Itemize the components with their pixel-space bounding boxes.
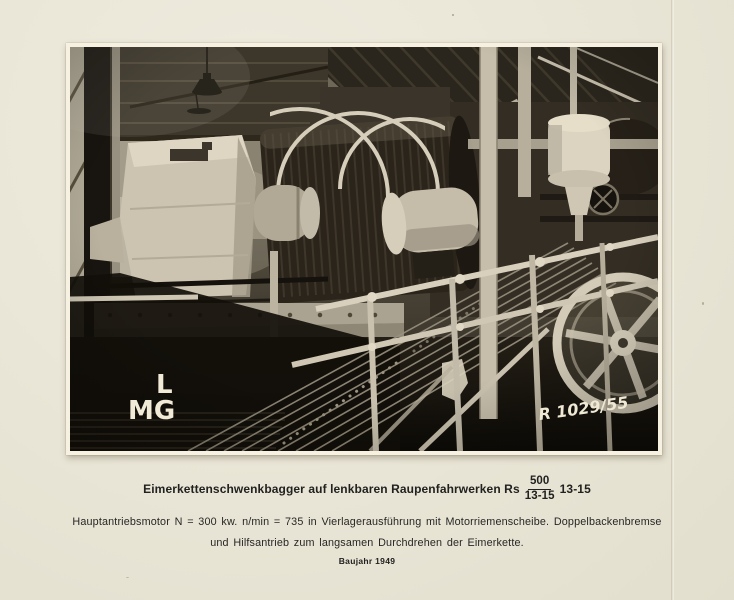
caption-line2: Hauptantriebsmotor N = 300 kw. n/min = 735 in Vierlagerausführung mit Motorriemenscheibe. Doppelbackenbremse — [72, 516, 662, 528]
dust-speck — [126, 577, 129, 578]
fraction-numerator: 500 — [528, 475, 552, 489]
caption-title-suffix: 13-15 — [559, 482, 591, 496]
machine-room-photo-scene — [70, 47, 658, 451]
caption-line3: und Hilfsantrieb zum langsamen Durchdrehen der Eimerkette. — [210, 537, 524, 549]
caption-year: Baujahr 1949 — [338, 556, 396, 566]
dust-speck — [452, 14, 454, 16]
caption-title-fraction — [525, 475, 555, 502]
mounted-photograph — [66, 43, 662, 455]
lmg-logo-line1: L — [156, 370, 173, 400]
lmg-logo-line2: MG — [128, 396, 176, 426]
card-crease-highlight — [673, 0, 674, 600]
card-crease-line — [671, 0, 672, 600]
caption-title — [0, 471, 734, 507]
fraction-denominator: 13-15 — [524, 489, 555, 502]
dust-speck — [702, 302, 704, 305]
caption-title-prefix: Eimerkettenschwenkbagger auf lenkbaren Raupenfahrwerken Rs — [143, 482, 520, 496]
photo-reference-number: R 1029/55 — [537, 392, 630, 425]
